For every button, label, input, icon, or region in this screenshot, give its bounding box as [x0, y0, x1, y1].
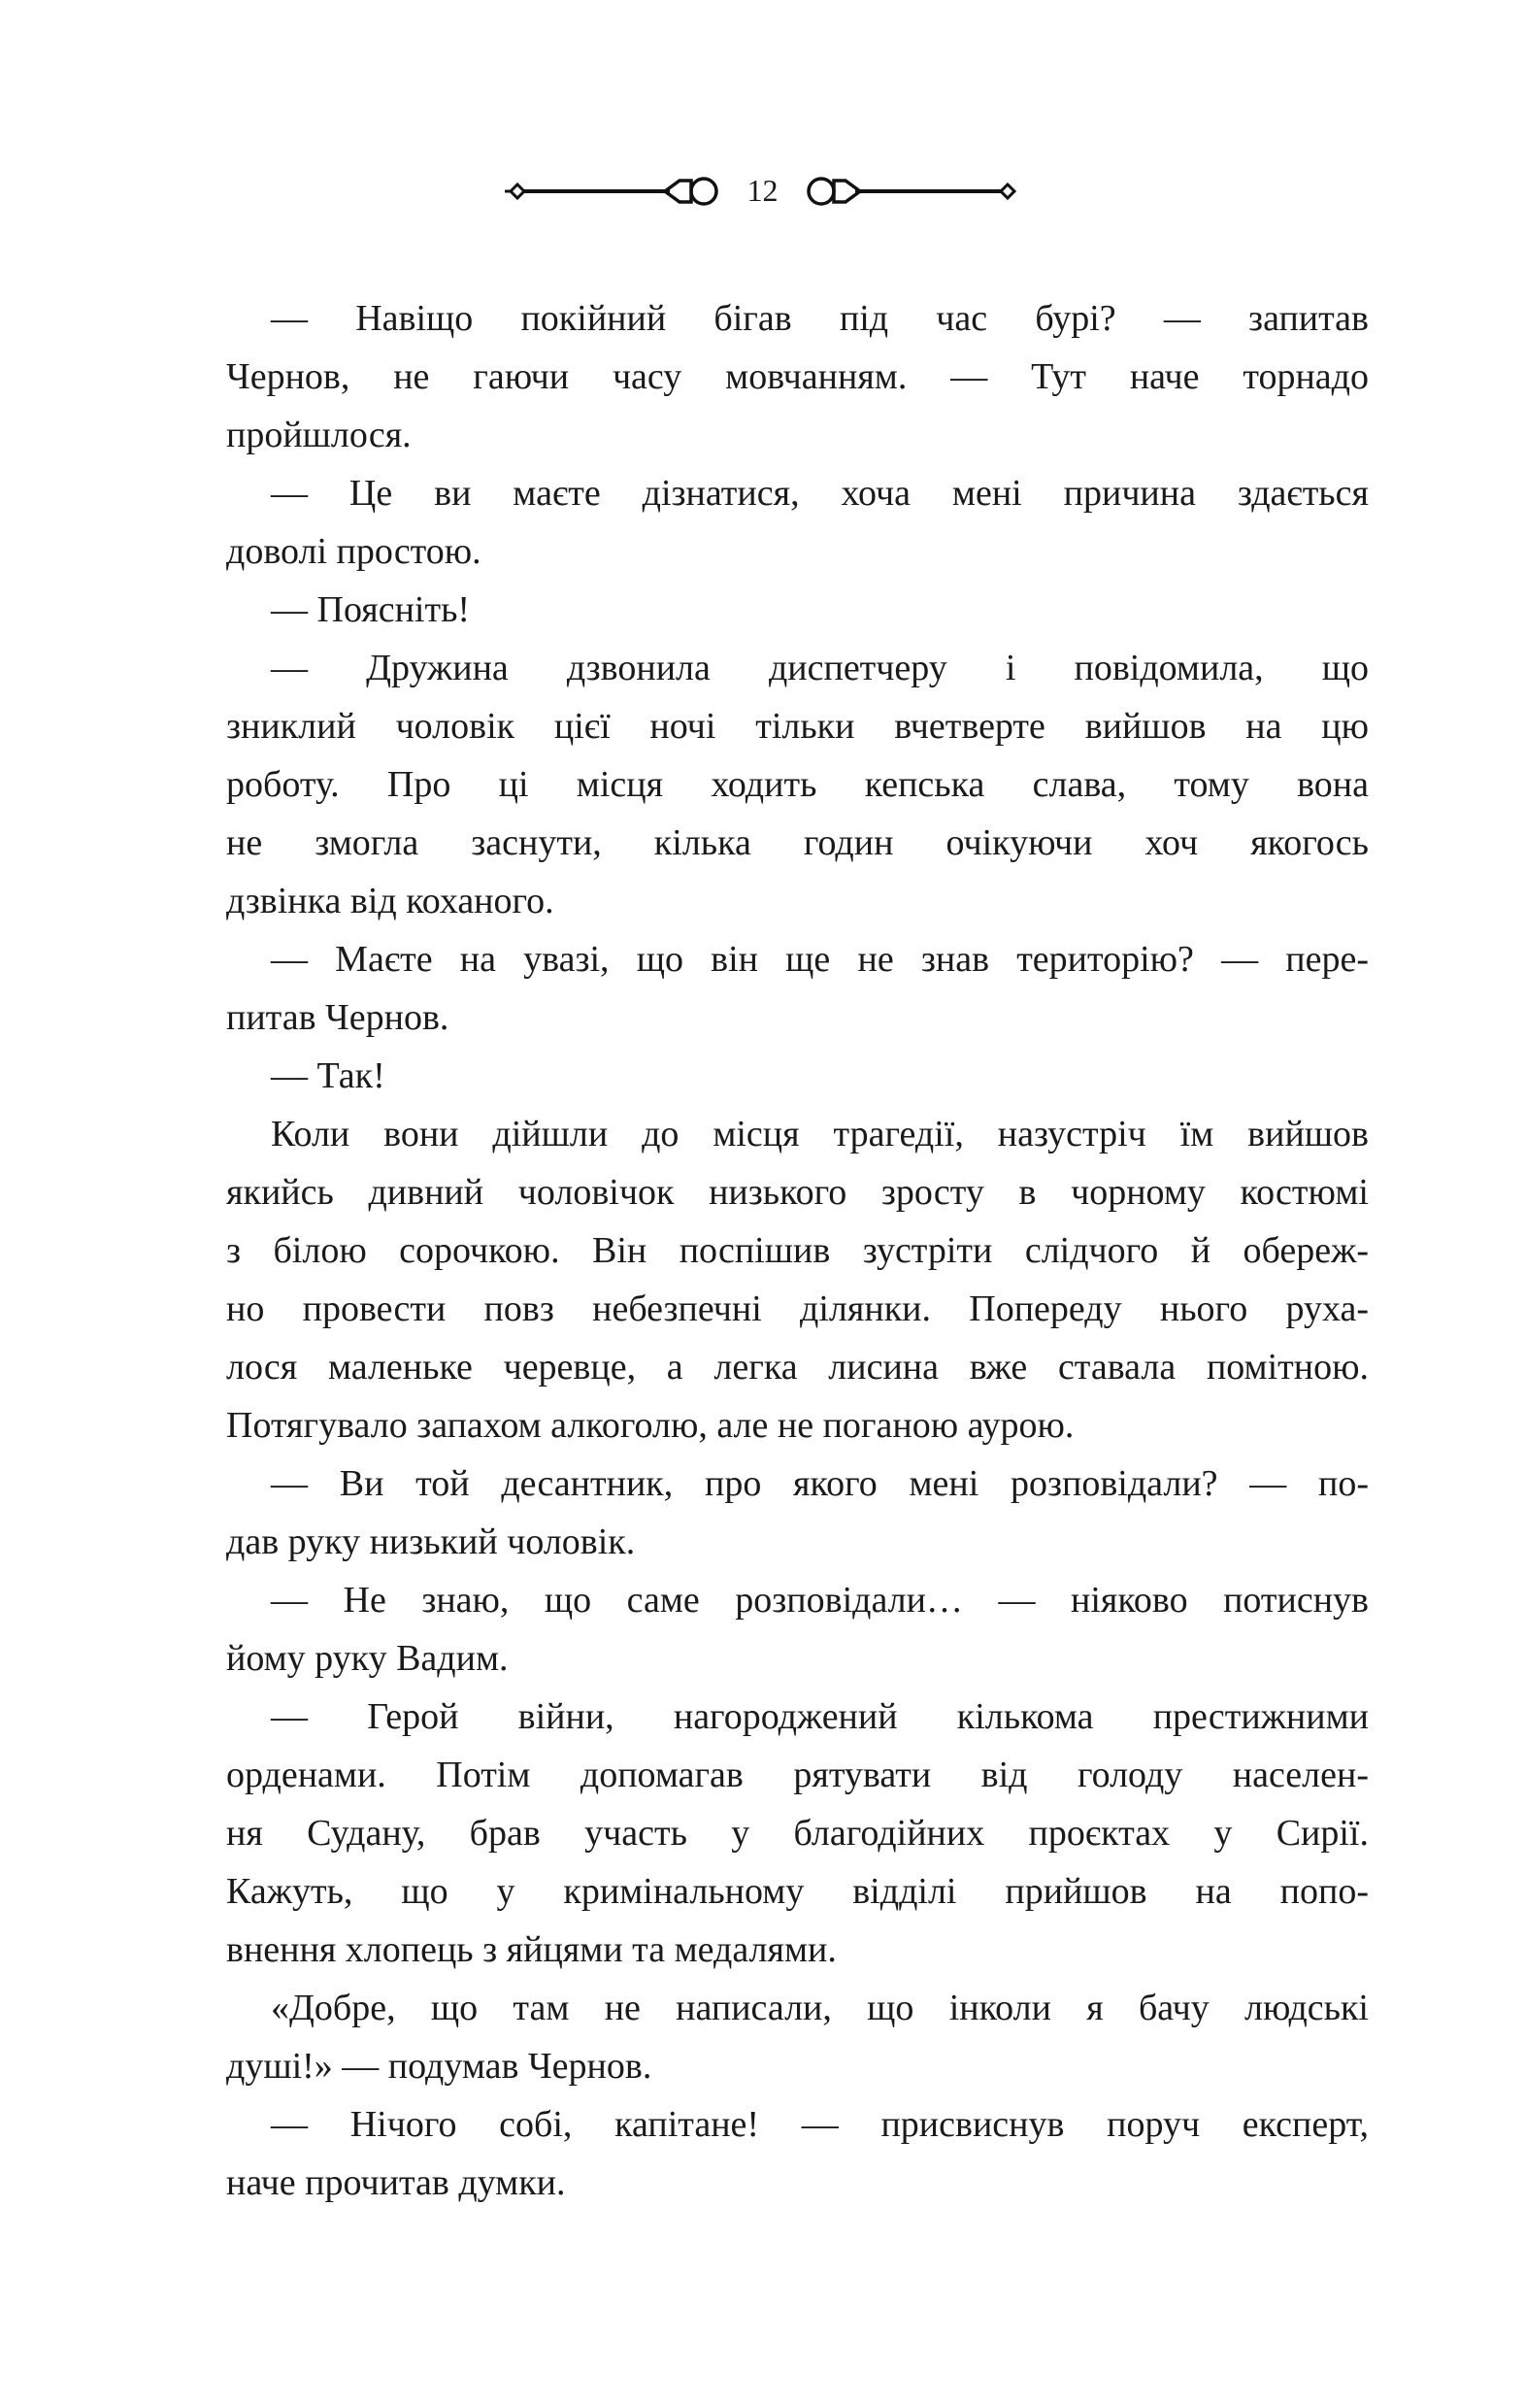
body-text — [226, 289, 1369, 2212]
text-line: — Так! — [271, 1055, 385, 1096]
text-line: роботу. Про ці місця ходить кепська слава, тому вона — [226, 764, 1369, 805]
text-line: дав руку низький чоловік. — [226, 1522, 636, 1562]
text-line: йому руку Вадим. — [226, 1638, 509, 1679]
text-line: якийсь дивний чоловічок низького зросту в чорному костюмі — [226, 1172, 1369, 1213]
text-line: доволі простою. — [226, 531, 481, 572]
text-line: ня Судану, брав участь у благодійних проєктах у Сирії. — [226, 1813, 1369, 1854]
text-line: Кажуть, що у кримінальному відділі прийшов на попо- — [226, 1871, 1369, 1912]
text-line: внення хлопець з яйцями та медалями. — [226, 1929, 837, 1970]
text-line: душі!» — подумав Чернов. — [226, 2046, 652, 2087]
text-line: — Маєте на увазі, що він ще не знав територію? — пере- — [271, 939, 1369, 980]
text-line: — Нічого собі, капітане! — присвиснув поруч експерт, — [271, 2104, 1369, 2145]
text-line: наче прочитав думки. — [226, 2162, 566, 2203]
text-line: зниклий чоловік цієї ночі тільки вчетверте вийшов на цю — [226, 706, 1369, 747]
text-line: — Ви той десантник, про якого мені розповідали? — по- — [271, 1463, 1369, 1504]
text-line: пройшлося. — [226, 415, 412, 455]
text-line: лося маленьке черевце, а легка лисина вже ставала помітною. — [226, 1347, 1369, 1388]
text-line: — Не знаю, що саме розповідали… — ніяково потиснув — [271, 1580, 1369, 1621]
text-line: дзвінка від коханого. — [226, 881, 554, 921]
text-line: — Поясніть! — [271, 589, 471, 630]
text-line: — Це ви маєте дізнатися, хоча мені причина здається — [271, 473, 1369, 514]
text-line: — Дружина дзвонила диспетчеру і повідомила, що — [271, 648, 1369, 688]
text-line: — Навіщо покійний бігав під час бурі? — запитав — [271, 298, 1369, 339]
text-line: питав Чернов. — [226, 997, 449, 1038]
text-line: Потягувало запахом алкоголю, але не поганою аурою. — [226, 1405, 1075, 1446]
text-line: з білою сорочкою. Він поспішив зустріти слідчого й обереж- — [226, 1230, 1369, 1271]
text-line: орденами. Потім допомагав рятувати від голоду населен- — [226, 1755, 1369, 1795]
text-line: «Добре, що там не написали, що інколи я бачу людські — [271, 1988, 1369, 2028]
text-line: Коли вони дійшли до місця трагедії, назустріч їм вийшов — [271, 1114, 1369, 1154]
page-number: 12 — [746, 173, 779, 208]
text-line: но провести повз небезпечні ділянки. Попереду нього руха- — [226, 1288, 1369, 1329]
text-line: не змогла заснути, кілька годин очікуючи хоч якогось — [226, 822, 1369, 863]
text-line: — Герой війни, нагороджений кількома престижними — [271, 1696, 1369, 1737]
text-line: Чернов, не гаючи часу мовчанням. — Тут наче торнадо — [226, 356, 1369, 397]
